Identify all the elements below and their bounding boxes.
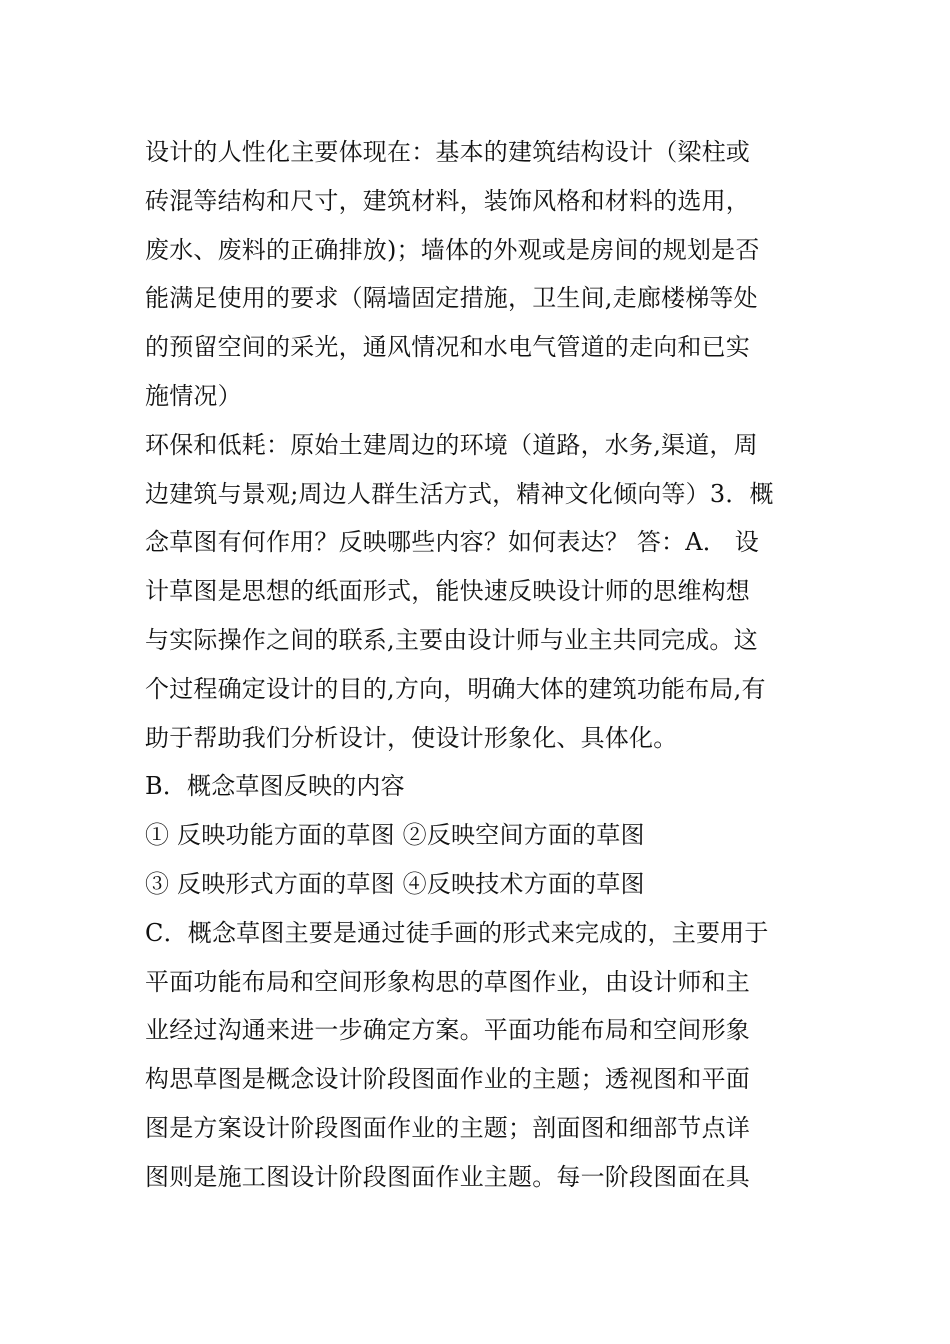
text-line: 个过程确定设计的目的,方向，明确大体的建筑功能布局,有 xyxy=(145,674,766,703)
document-body xyxy=(145,128,805,1202)
text-line: 边建筑与景观;周边人群生活方式，精神文化倾向等）3．概 xyxy=(145,479,774,508)
text-line: 平面功能布局和空间形象构思的草图作业，由设计师和主 xyxy=(145,967,750,996)
text-line: 环保和低耗：原始土建周边的环境（道路，水务,渠道，周 xyxy=(145,430,758,459)
text-line: 构思草图是概念设计阶段图面作业的主题；透视图和平面 xyxy=(145,1065,750,1094)
text-line: 的预留空间的采光，通风情况和水电气管道的走向和已实 xyxy=(145,333,750,362)
text-line: C．概念草图主要是通过徒手画的形式来完成的，主要用于 xyxy=(145,918,769,947)
text-line: 念草图有何作用？反映哪些内容？如何表达？ 答：A． 设 xyxy=(145,528,759,557)
text-line: 能满足使用的要求（隔墙固定措施，卫生间,走廊楼梯等处 xyxy=(145,284,758,313)
text-line: 计草图是思想的纸面形式，能快速反映设计师的思维构想 xyxy=(145,577,750,606)
text-line: 砖混等结构和尺寸，建筑材料，装饰风格和材料的选用， xyxy=(145,186,750,215)
list-item: ③ 反映形式方面的草图 ④反映技术方面的草图 xyxy=(145,869,645,898)
text-line: 施情况） xyxy=(145,381,242,410)
text-line: 设计的人性化主要体现在：基本的建筑结构设计（梁柱或 xyxy=(145,138,750,166)
text-line: 与实际操作之间的联系,主要由设计师与业主共同完成。这 xyxy=(145,625,758,654)
text-line: 业经过沟通来进一步确定方案。平面功能布局和空间形象 xyxy=(145,1016,750,1045)
text-line: 图则是施工图设计阶段图面作业主题。每一阶段图面在具 xyxy=(145,1162,750,1191)
section-heading-b: B．概念草图反映的内容 xyxy=(145,772,405,801)
text-line: 废水、废料的正确排放)；墙体的外观或是房间的规划是否 xyxy=(145,235,760,264)
text-line: 图是方案设计阶段图面作业的主题；剖面图和细部节点详 xyxy=(145,1113,750,1142)
list-item: ① 反映功能方面的草图 ②反映空间方面的草图 xyxy=(145,821,645,850)
text-line: 助于帮助我们分析设计，使设计形象化、具体化。 xyxy=(145,723,678,752)
